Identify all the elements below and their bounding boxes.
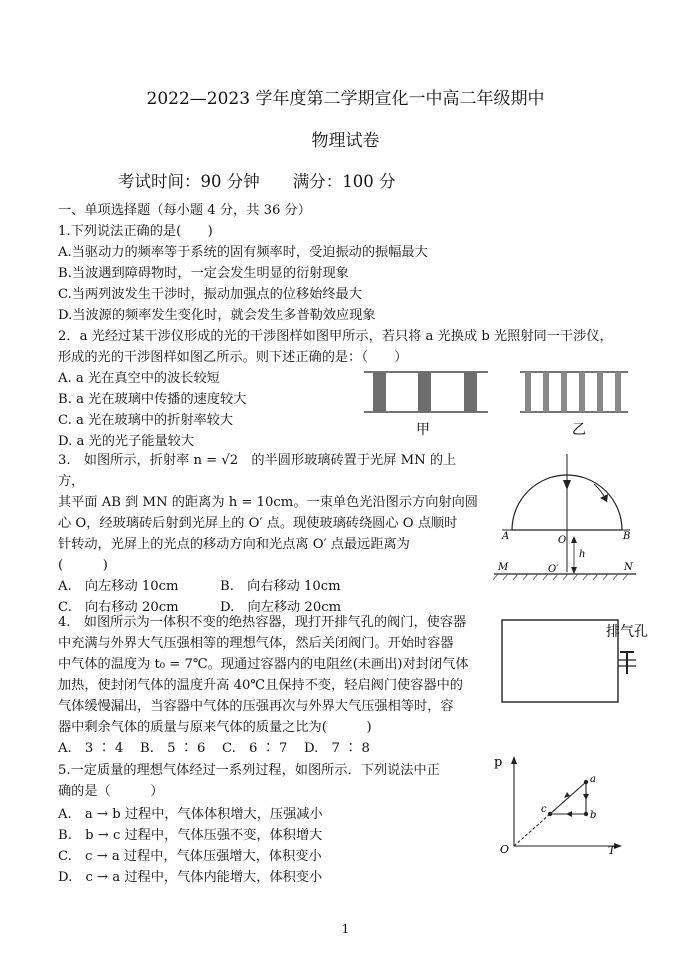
q5-option-a: A. a → b 过程中，气体体积增大，压强减小 xyxy=(58,807,323,822)
q3-option-c: C. 向右移动 20cm xyxy=(58,600,179,615)
label-a: a xyxy=(590,774,596,785)
q4-line5: 气体缓慢漏出，当容器中气体的压强再次与外界大气压强相等时，容 xyxy=(58,699,454,714)
fringe-yi-5 xyxy=(597,372,603,412)
q1-option-b: B.当波遇到障碍物时，一定会发生明显的衍射现象 xyxy=(58,266,349,281)
q3-stem-line2: 方， xyxy=(58,474,85,489)
q5-stem-line2: 确的是（ ） xyxy=(58,784,164,799)
q3-option-d: D. 向左移动 20cm xyxy=(220,600,342,615)
q5-option-d: D. c → a 过程中，气体内能增大，体积变小 xyxy=(58,870,323,885)
pt-diagram xyxy=(490,754,630,856)
container-figure xyxy=(496,614,676,710)
q4-option-d: D. 7 ∶ 8 xyxy=(304,741,370,756)
exam-title: 2022—2023 学年度第二学期宣化一中高二年级期中 xyxy=(146,89,545,109)
label-t: T xyxy=(608,844,616,856)
q2-stem-line2: 形成的光的干涉图样如图乙所示。则下述正确的是：（ ） xyxy=(58,350,408,365)
label-o-prime: O′ xyxy=(548,564,559,575)
fringe-jia-3 xyxy=(464,372,477,412)
label-b: B xyxy=(623,531,631,542)
q2-option-d: D. a 光的光子能量较大 xyxy=(58,434,195,449)
q1-stem: 1.下列说法正确的是( ) xyxy=(58,224,213,239)
fringe-yi-2 xyxy=(543,372,549,412)
q3-stem-line1: 3. 如图所示，折射率 n = √2 的半圆形玻璃砖置于光屏 MN 的上 xyxy=(58,453,457,468)
q4-line2: 中充满与外界大气压强相等的理想气体，然后关闭阀门。开始时容器 xyxy=(58,636,454,651)
label-yi: 乙 xyxy=(572,422,586,438)
label-p: p xyxy=(494,755,503,770)
q4-option-b: B. 5 ∶ 6 xyxy=(140,741,206,756)
q1-option-d: D.当波源的频率发生变化时，就会发生多普勒效应现象 xyxy=(58,308,376,323)
q2-option-b: B. a 光在玻璃中传播的速度较大 xyxy=(58,392,247,407)
fringe-jia-2 xyxy=(418,372,431,412)
label-m: M xyxy=(498,562,509,573)
page-number: 1 xyxy=(341,922,350,936)
q2-option-a: A. a 光在真空中的波长较短 xyxy=(58,371,220,386)
q5-option-c: C. c → a 过程中，气体压强增大，体积变小 xyxy=(58,849,322,864)
label-o: O xyxy=(558,535,567,546)
label-c: c xyxy=(541,804,547,815)
pattern-yi xyxy=(520,372,628,412)
label-n: N xyxy=(624,562,633,573)
path-ca xyxy=(550,782,586,814)
q2-stem-line1: 2．a 光经过某干涉仪形成的光的干涉图样如图甲所示，若只将 a 光换成 b 光照射同一干涉仪， xyxy=(58,329,613,344)
container-box xyxy=(502,620,618,702)
exam-info: 考试时间：90 分钟 满分：100 分 xyxy=(118,172,396,191)
q3-option-a: A. 向左移动 10cm xyxy=(58,579,179,594)
q1-option-c: C.当两列波发生干涉时，振动加强点的位移始终最大 xyxy=(58,287,362,302)
subject-title: 物理试卷 xyxy=(311,131,380,151)
exhaust-label: 排气孔 xyxy=(606,624,648,640)
label-a: A xyxy=(502,531,510,542)
q5-option-b: B. b → c 过程中，气体压强不变，体积增大 xyxy=(58,828,323,843)
ray-arrow xyxy=(563,480,571,490)
q3-stem-line4: 心 O，经玻璃砖后射到光屏上的 O′ 点。现使玻璃砖绕圆心 O 点顺时 xyxy=(58,516,458,531)
semicircle-figure xyxy=(490,450,640,584)
pattern-jia xyxy=(364,372,488,412)
fringe-yi-4 xyxy=(579,372,585,412)
q4-line3: 中气体的温度为 t₀ = 7℃。现通过容器内的电阻丝(未画出)对封闭气体 xyxy=(58,657,469,672)
q1-option-a: A.当驱动力的频率等于系统的固有频率时，受迫振动的振幅最大 xyxy=(58,245,428,260)
fringe-yi-1 xyxy=(525,372,531,412)
interference-figure xyxy=(362,368,630,440)
q3-option-b: B. 向右移动 10cm xyxy=(220,579,341,594)
q4-line6: 器中剩余气体的质量与原来气体的质量之比为( ) xyxy=(58,720,372,735)
label-h: h xyxy=(579,549,586,560)
fringe-yi-6 xyxy=(615,372,621,412)
q3-stem-line6: ( ) xyxy=(58,558,108,573)
q3-stem-line5: 针转动，光屏上的光点的移动方向和光点离 O′ 点最远距离为 xyxy=(58,537,410,552)
label-jia: 甲 xyxy=(416,422,430,438)
q4-option-a: A. 3 ∶ 4 xyxy=(58,741,124,756)
fringe-jia-1 xyxy=(373,372,386,412)
q5-stem-line1: 5.一定质量的理想气体经过一系列过程，如图所示．下列说法中正 xyxy=(58,763,440,778)
q3-stem-line3: 其平面 AB 到 MN 的距离为 h = 10cm。一束单色光沿图示方向射向圆 xyxy=(58,495,478,510)
q4-line1: 4. 如图所示为一体积不变的绝热容器，现打开排气孔的阀门，使容器 xyxy=(58,615,467,630)
q2-option-c: C. a 光在玻璃中的折射率较大 xyxy=(58,413,234,428)
section-heading: 一、单项选择题（每小题 4 分，共 36 分） xyxy=(58,203,311,218)
label-origin: O xyxy=(500,843,510,856)
q4-option-c: C. 6 ∶ 7 xyxy=(222,741,288,756)
q4-line4: 加热，使封闭气体的温度升高 40℃且保持不变，轻启阀门使容器中的 xyxy=(58,678,463,693)
fringe-yi-3 xyxy=(561,372,567,412)
label-b: b xyxy=(590,810,597,821)
